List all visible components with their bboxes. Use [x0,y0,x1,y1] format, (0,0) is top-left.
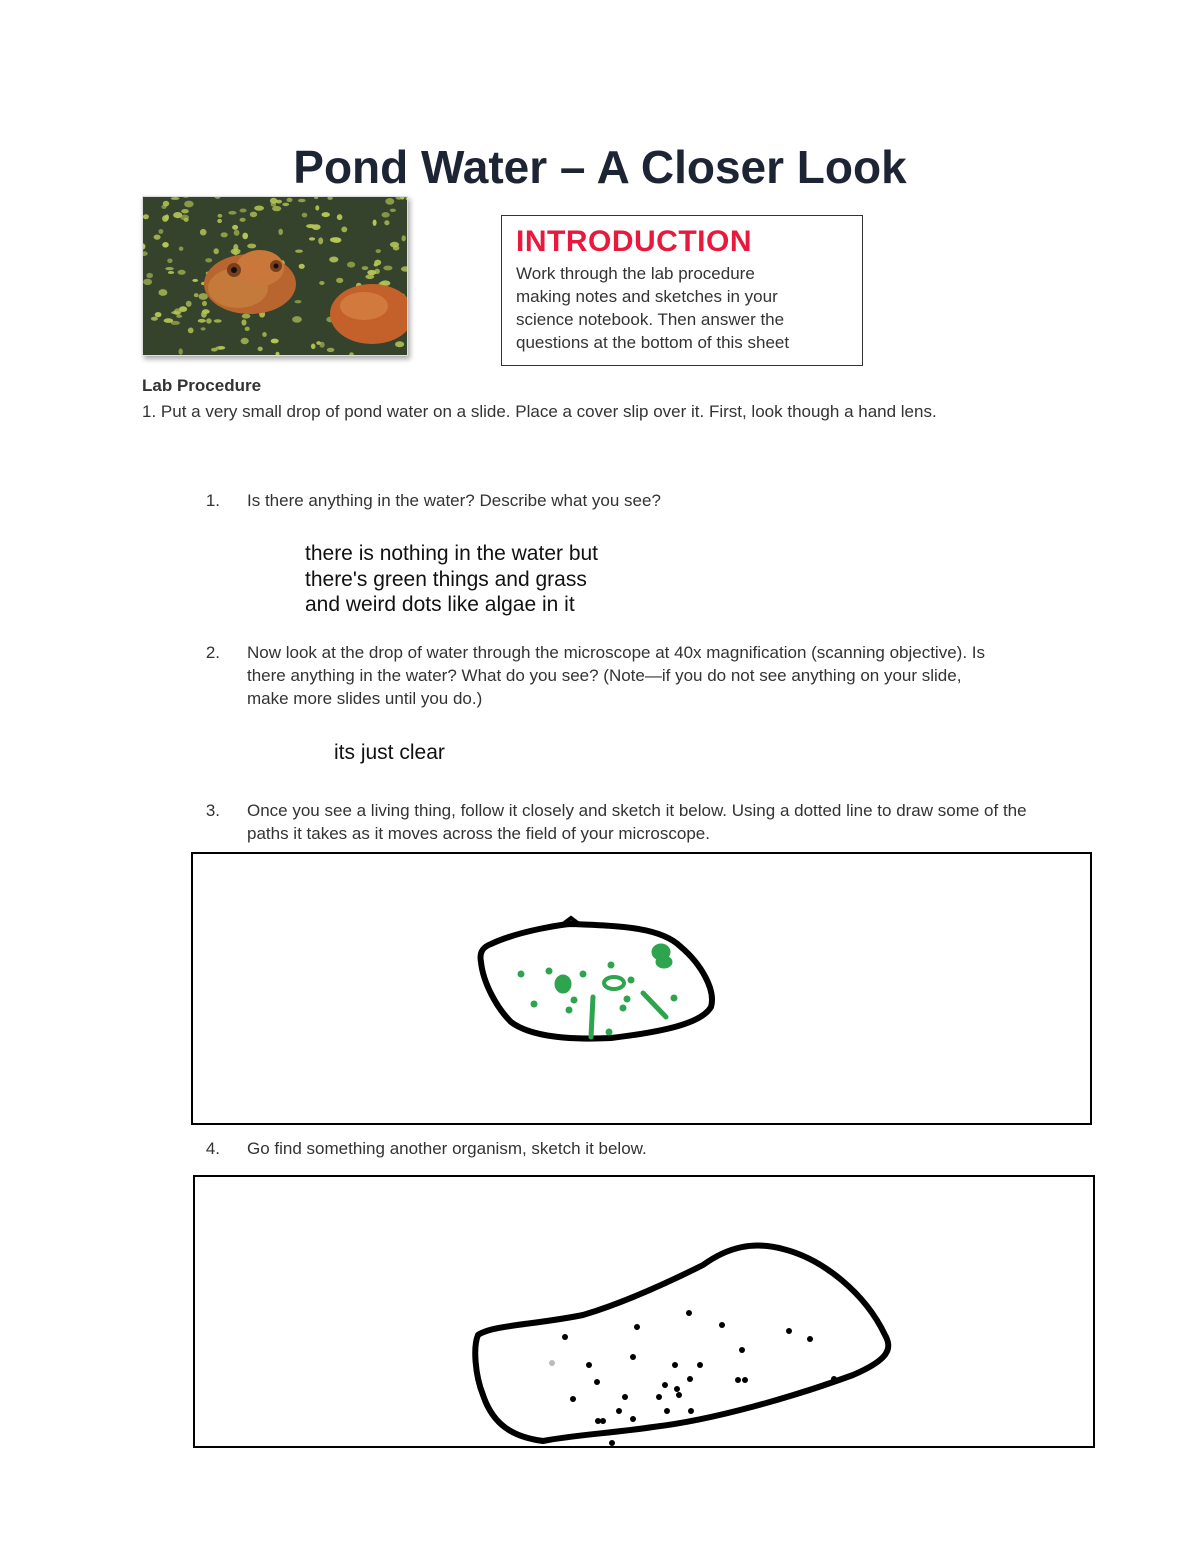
answer-line: there's green things and grass [305,567,587,591]
duckweed-speck [201,327,206,330]
duckweed-speck [242,319,247,325]
answer-line: and weird dots like algae in it [305,593,575,616]
duckweed-speck [161,205,166,209]
question-number: 4. [205,1139,220,1158]
duckweed-speck [390,242,399,248]
duckweed-speck [234,230,240,236]
duckweed-speck [167,259,172,264]
duckweed-speck [373,220,377,226]
duckweed-speck [329,257,338,263]
duckweed-speck [155,312,162,317]
duckweed-speck [384,220,389,225]
question-text: Once you see a living thing, follow it closely and sketch it below. Using a dotted line to draw some of the paths it takes as it moves across the field of your microscope. [247,801,1027,843]
duckweed-speck [205,258,212,262]
duckweed-speck [228,211,236,215]
answer-line: there is nothing in the water but [305,542,599,565]
frog-photo-icon [142,196,408,356]
duckweed-speck [179,348,183,354]
duckweed-speck [318,237,323,244]
duckweed-speck [143,214,149,219]
duckweed-speck [298,199,306,203]
duckweed-speck [171,197,180,200]
duckweed-speck [347,262,355,268]
duckweed-speck [292,316,302,323]
duckweed-speck [164,318,174,323]
duckweed-speck [327,348,335,352]
duckweed-speck [376,249,381,253]
duckweed-speck [311,344,316,350]
procedure-step-1: 1. Put a very small drop of pond water on a slide. Place a cover slip over it. First, look though a hand lens. [142,402,937,421]
introduction-line: questions at the bottom of this sheet [516,333,790,352]
duckweed-speck [202,301,207,306]
question-text: Is there anything in the water? Describe what you see? [247,491,661,510]
duckweed-speck [221,232,228,237]
question-text: Go find something another organism, sketch it below. [247,1139,647,1158]
duckweed-speck [232,225,238,230]
introduction-line: making notes and sketches in your [516,287,778,306]
answer-1 [305,541,598,618]
organism-sketch-1 [191,852,1092,1125]
duckweed-speck [309,237,315,240]
duckweed-speck [179,247,184,251]
duckweed-speck [146,273,153,278]
duckweed-speck [278,229,283,235]
duckweed-speck [165,214,169,220]
duckweed-speck [402,235,406,241]
duckweed-speck [174,308,182,315]
sketch-box-4[interactable] [193,1175,1095,1448]
duckweed-speck [295,250,303,253]
duckweed-speck [151,317,158,321]
duckweed-speck [214,248,219,254]
question-number: 2. [205,643,220,662]
duckweed-speck [341,227,347,233]
duckweed-speck [337,214,343,220]
duckweed-speck [367,270,376,275]
duckweed-speck [162,242,169,248]
duckweed-speck [200,229,207,236]
duckweed-speck [198,319,206,323]
duckweed-speck [176,315,182,318]
duckweed-speck [194,293,199,297]
organism-sketch-2 [193,1175,1095,1448]
duckweed-speck [390,209,396,212]
duckweed-speck [374,263,378,266]
question-text: Now look at the drop of water through the microscope at 40x magnification (scanning objective). Is there anything in the water? What do you see? (Note—if you do not see anything on your slide, make more slides until you do.) [247,643,985,708]
duckweed-speck [320,342,325,348]
frog-in-pond-photo [142,196,408,356]
duckweed-speck [240,218,246,222]
duckweed-speck [184,201,194,208]
duckweed-speck [186,301,192,307]
duckweed-speck [168,271,174,274]
duckweed-speck [217,219,222,223]
duckweed-speck [181,209,189,213]
duckweed-speck [315,205,319,210]
duckweed-speck [199,293,208,300]
sketch-box-3[interactable] [191,852,1092,1125]
question-number: 3. [205,801,220,820]
answer-2: its just clear [334,741,445,764]
duckweed-speck [330,237,340,242]
introduction-box [501,215,863,366]
duckweed-speck [211,348,218,352]
duckweed-speck [158,289,167,296]
duckweed-speck [158,229,163,234]
duckweed-speck [247,244,256,249]
duckweed-speck [165,267,174,270]
page-title: Pond Water – A Closer Look [293,141,907,193]
duckweed-speck [180,215,189,221]
introduction-heading: INTRODUCTION [516,225,752,258]
duckweed-speck [287,198,293,202]
duckweed-speck [302,213,308,218]
duckweed-speck [242,314,251,319]
duckweed-speck [254,206,264,211]
lab-procedure-heading: Lab Procedure [142,376,262,395]
duckweed-speck [271,339,279,344]
duckweed-speck [258,347,263,352]
duckweed-speck [218,214,223,218]
duckweed-speck [319,281,324,285]
duckweed-speck [240,209,247,213]
duckweed-speck [192,279,198,282]
duckweed-speck [262,332,267,337]
duckweed-speck [143,279,152,285]
duckweed-speck [385,198,394,205]
duckweed-speck [382,212,390,218]
question-number: 1. [205,491,220,510]
duckweed-speck [206,318,212,323]
duckweed-speck [214,319,222,322]
duckweed-speck [327,197,332,200]
duckweed-speck [270,198,277,204]
duckweed-speck [322,212,330,217]
introduction-line: science notebook. Then answer the [516,310,785,329]
duckweed-speck [336,278,343,283]
duckweed-speck [365,275,374,280]
duckweed-speck [395,341,404,347]
duckweed-speck [383,266,392,271]
duckweed-speck [231,248,241,254]
introduction-text [516,262,848,354]
duckweed-speck [299,264,305,269]
duckweed-speck [178,270,186,275]
duckweed-speck [245,327,250,331]
duckweed-speck [154,235,161,240]
duckweed-speck [188,328,194,334]
duckweed-speck [282,203,289,207]
duckweed-speck [295,300,302,303]
introduction-line: Work through the lab procedure [516,264,755,283]
duckweed-speck [242,233,248,240]
duckweed-speck [202,309,210,314]
duckweed-speck [362,266,369,270]
duckweed-speck [250,212,257,218]
duckweed-speck [241,338,249,344]
duckweed-speck [306,224,316,228]
